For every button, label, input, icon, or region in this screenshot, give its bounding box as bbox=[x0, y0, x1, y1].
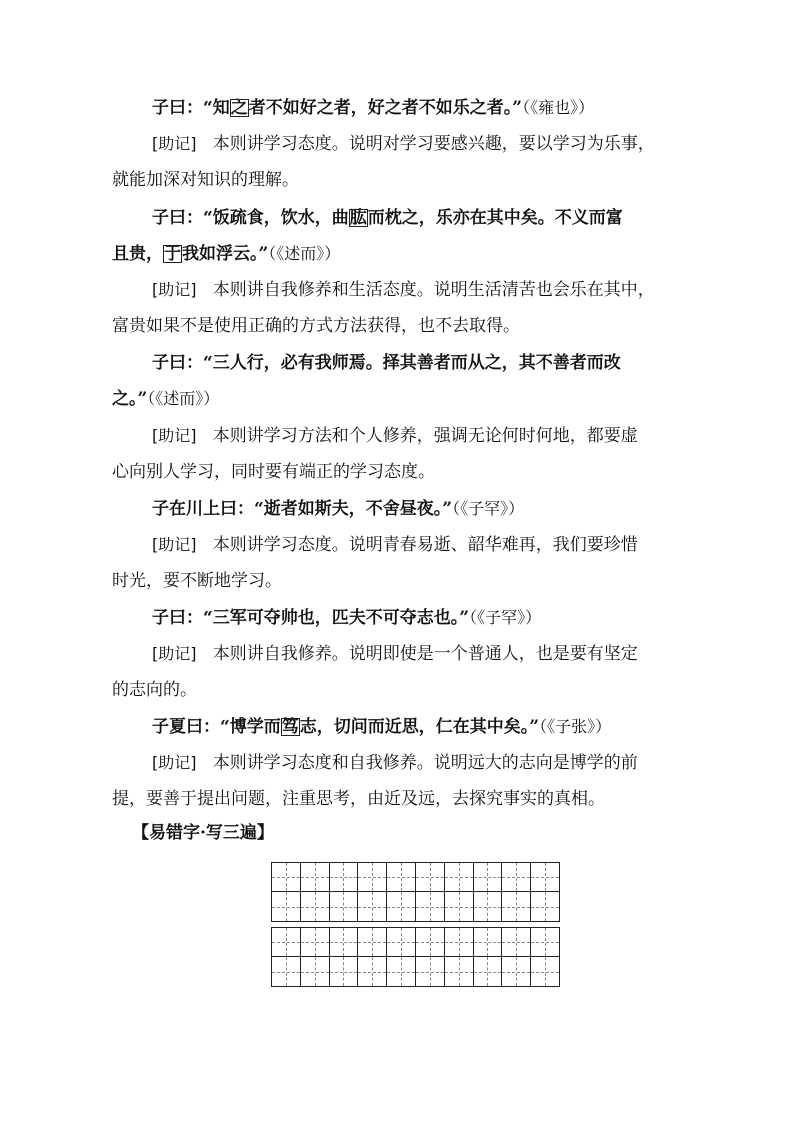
quote-text: “知 bbox=[203, 98, 230, 118]
note-text: 的志向的。 bbox=[112, 680, 197, 700]
writing-cell[interactable] bbox=[502, 863, 531, 891]
passage-2-quote bbox=[152, 200, 732, 236]
passage-5-note bbox=[152, 636, 732, 672]
passage-6-note-cont bbox=[112, 781, 692, 817]
writing-cell[interactable] bbox=[445, 863, 474, 891]
writing-cell[interactable] bbox=[330, 957, 359, 986]
highlighted-char: 笃 bbox=[281, 717, 299, 737]
writing-cell[interactable] bbox=[445, 892, 474, 921]
source: （《子罕》） bbox=[452, 499, 525, 518]
writing-cell[interactable] bbox=[445, 957, 474, 986]
writing-cell[interactable] bbox=[416, 892, 445, 921]
note-text: 本则讲学习态度和自我修养。说明远大的志向是博学的前 bbox=[212, 753, 638, 773]
writing-cell[interactable] bbox=[272, 892, 301, 921]
writing-cell[interactable] bbox=[301, 928, 330, 956]
practice-grid-row bbox=[272, 928, 559, 957]
quote-text: “三人行，必有我师焉。择其善者而从之，其不善者而改 bbox=[203, 353, 621, 373]
writing-cell[interactable] bbox=[387, 863, 416, 891]
source: （《述而》） bbox=[147, 389, 220, 408]
passage-4-note bbox=[152, 527, 732, 563]
practice-grid-block-1[interactable] bbox=[271, 862, 560, 922]
quote-text: 而枕之，乐亦在其中矣。不义而富 bbox=[367, 208, 623, 228]
writing-cell[interactable] bbox=[301, 957, 330, 986]
practice-grid-block-2[interactable] bbox=[271, 927, 560, 987]
quote-text: 之。” bbox=[112, 389, 148, 409]
quote-text: 且贵， bbox=[112, 244, 163, 264]
writing-cell[interactable] bbox=[358, 928, 387, 956]
practice-grid-row bbox=[272, 892, 559, 921]
mnemonic-tag: [助记] bbox=[152, 280, 197, 299]
source: （《子罕》） bbox=[469, 608, 542, 627]
highlighted-char: 之 bbox=[230, 98, 248, 118]
writing-cell[interactable] bbox=[330, 892, 359, 921]
writing-cell[interactable] bbox=[272, 863, 301, 891]
writing-cell[interactable] bbox=[272, 957, 301, 986]
quote-text: “饭疏食，饮水，曲 bbox=[203, 208, 349, 228]
practice-heading: 【易错字·写三遍】 bbox=[132, 823, 274, 843]
quote-text: 志，切问而近思，仁在其中矣。” bbox=[299, 717, 540, 737]
writing-cell[interactable] bbox=[272, 928, 301, 956]
source: （《述而》） bbox=[268, 244, 341, 263]
note-text: 富贵如果不是使用正确的方式方法获得，也不去取得。 bbox=[112, 316, 520, 336]
speaker: 子夏曰： bbox=[152, 717, 220, 737]
note-text: 本则讲学习态度。说明对学习要感兴趣，要以学习为乐事， bbox=[212, 134, 655, 154]
writing-cell[interactable] bbox=[531, 928, 559, 956]
writing-cell[interactable] bbox=[416, 928, 445, 956]
mnemonic-tag: [助记] bbox=[152, 426, 197, 445]
writing-cell[interactable] bbox=[330, 863, 359, 891]
writing-cell[interactable] bbox=[474, 928, 503, 956]
quote-text: 者不如好之者，好之者不如乐之者。” bbox=[248, 98, 523, 118]
quote-text: “逝者如斯夫，不舍昼夜。” bbox=[254, 499, 453, 519]
passage-6-note bbox=[152, 745, 732, 781]
highlighted-char: 于 bbox=[164, 244, 181, 264]
writing-cell[interactable] bbox=[301, 892, 330, 921]
writing-cell[interactable] bbox=[474, 957, 503, 986]
writing-cell[interactable] bbox=[330, 928, 359, 956]
source: （《雍也》） bbox=[522, 98, 595, 117]
passage-3-note bbox=[152, 418, 732, 454]
note-text: 本则讲自我修养。说明即使是一个普通人，也是要有坚定 bbox=[212, 644, 638, 664]
note-text: 就能加深对知识的理解。 bbox=[112, 170, 299, 190]
quote-text: “博学而 bbox=[220, 717, 281, 737]
passage-1-note-cont bbox=[112, 162, 692, 198]
writing-cell[interactable] bbox=[445, 928, 474, 956]
mnemonic-tag: [助记] bbox=[152, 535, 197, 554]
highlighted-char: 肱 bbox=[349, 208, 367, 228]
mnemonic-tag: [助记] bbox=[152, 753, 197, 772]
note-text: 本则讲自我修养和生活态度。说明生活清苦也会乐在其中， bbox=[212, 280, 655, 300]
passage-2-quote-cont bbox=[112, 236, 692, 272]
practice-grid-row bbox=[272, 863, 559, 892]
note-text: 本则讲学习方法和个人修养，强调无论何时何地，都要虚 bbox=[212, 426, 638, 446]
passage-5-quote bbox=[152, 600, 732, 636]
passage-1-note bbox=[152, 126, 732, 162]
writing-cell[interactable] bbox=[474, 863, 503, 891]
speaker: 子曰： bbox=[152, 98, 203, 118]
writing-cell[interactable] bbox=[387, 928, 416, 956]
passage-3-note-cont bbox=[112, 454, 692, 490]
writing-cell[interactable] bbox=[358, 892, 387, 921]
writing-cell[interactable] bbox=[474, 892, 503, 921]
writing-cell[interactable] bbox=[387, 892, 416, 921]
writing-cell[interactable] bbox=[416, 957, 445, 986]
writing-cell[interactable] bbox=[301, 863, 330, 891]
quote-text: 我如浮云。” bbox=[182, 244, 269, 264]
speaker: 子在川上曰： bbox=[152, 499, 254, 519]
passage-2-note bbox=[152, 272, 732, 308]
quote-text: “三军可夺帅也，匹夫不可夺志也。” bbox=[203, 608, 470, 628]
passage-6-quote bbox=[152, 709, 732, 745]
speaker: 子曰： bbox=[152, 353, 203, 373]
writing-cell[interactable] bbox=[416, 863, 445, 891]
passage-5-note-cont bbox=[112, 672, 692, 708]
mnemonic-tag: [助记] bbox=[152, 134, 197, 153]
writing-cell[interactable] bbox=[387, 957, 416, 986]
passage-4-quote bbox=[152, 491, 732, 527]
speaker: 子曰： bbox=[152, 608, 203, 628]
note-text: 本则讲学习态度。说明青春易逝、韶华难再，我们要珍惜 bbox=[212, 535, 638, 555]
speaker: 子曰： bbox=[152, 208, 203, 228]
passage-3-quote-cont bbox=[112, 381, 692, 417]
passage-4-note-cont bbox=[112, 563, 692, 599]
writing-cell[interactable] bbox=[358, 863, 387, 891]
writing-cell[interactable] bbox=[502, 928, 531, 956]
writing-cell[interactable] bbox=[531, 957, 559, 986]
note-text: 时光，要不断地学习。 bbox=[112, 571, 282, 591]
note-text: 心向别人学习，同时要有端正的学习态度。 bbox=[112, 462, 435, 482]
writing-cell[interactable] bbox=[358, 957, 387, 986]
source: （《子张》） bbox=[539, 717, 612, 736]
mnemonic-tag: [助记] bbox=[152, 644, 197, 663]
writing-cell[interactable] bbox=[502, 892, 531, 921]
practice-grid-row bbox=[272, 957, 559, 986]
passage-2-note-cont bbox=[112, 308, 692, 344]
passage-1-quote bbox=[152, 90, 732, 126]
writing-cell[interactable] bbox=[531, 892, 559, 921]
writing-cell[interactable] bbox=[531, 863, 559, 891]
passage-3-quote bbox=[152, 345, 732, 381]
note-text: 提，要善于提出问题，注重思考，由近及远，去探究事实的真相。 bbox=[112, 789, 605, 809]
writing-cell[interactable] bbox=[502, 957, 531, 986]
